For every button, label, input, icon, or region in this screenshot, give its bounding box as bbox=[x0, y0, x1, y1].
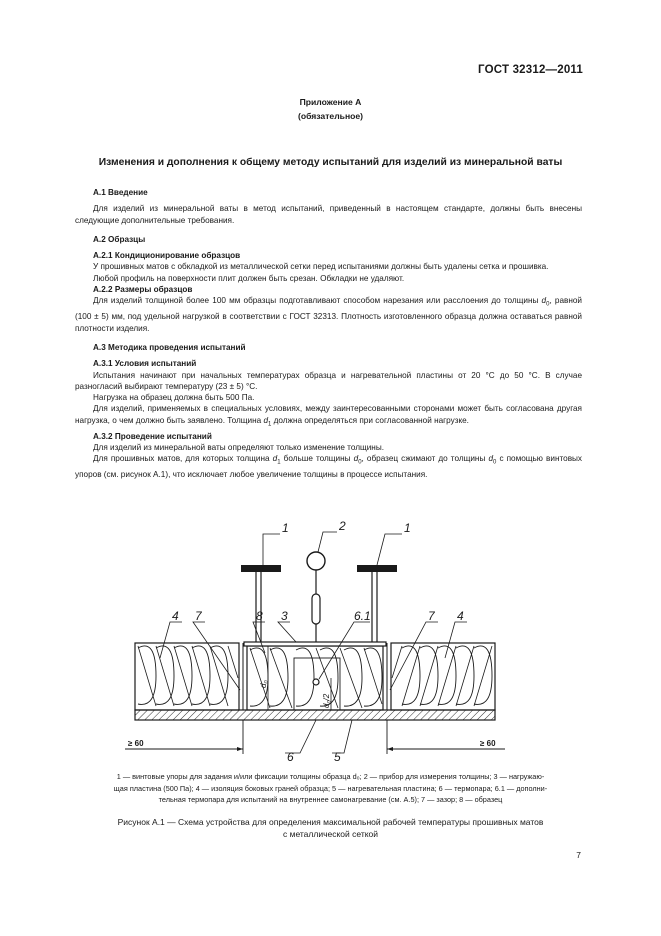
annex-status: (обязательное) bbox=[297, 111, 364, 121]
dimension-d0-half: $d_0/2$ bbox=[322, 693, 333, 708]
right-side-insulation bbox=[391, 643, 495, 710]
label-2: 2 bbox=[339, 519, 346, 533]
section-a31-heading: А.3.1 Условия испытаний bbox=[93, 359, 197, 369]
label-8: 8 bbox=[256, 609, 263, 623]
section-a32-heading: А.3.2 Проведение испытаний bbox=[93, 431, 212, 441]
document-body bbox=[75, 184, 582, 480]
section-a31-paragraph-3: Для изделий, применяемых в специальных условиях, между заинтересованными сторонами может быть согласована другая нагрузка, о чем должно быть заявлено. Толщина $d_1$ должна определяться при согласованной нагрузке. bbox=[75, 404, 582, 428]
label-6: 6 bbox=[287, 750, 294, 763]
legend-line-3: тельная термопара для испытаний на внутреннее самонагревание (см. А.5); 7 — зазор; 8 — образец bbox=[158, 795, 503, 804]
section-a21-paragraph-2: Любой профиль на поверхности плит должен быть срезан. Обкладки не удаляют. bbox=[93, 273, 405, 283]
annex-heading bbox=[0, 95, 661, 123]
figure-a1-diagram bbox=[120, 518, 520, 763]
loading-plate bbox=[244, 642, 386, 646]
specimen bbox=[247, 646, 383, 710]
section-a3-heading: А.3 Методика проведения испытаний bbox=[93, 342, 246, 352]
label-4-left: 4 bbox=[172, 609, 179, 623]
section-a32-paragraph-2: Для прошивных матов, для которых толщина $d_1$ больше толщины $d_0$, образец сжимают до толщины $d_0$ с помощью винтовых упоров (см. рисунок А.1), что исключает любое увеличение толщины в процессе испытания. bbox=[75, 454, 583, 480]
section-a22-heading: А.2.2 Размеры образцов bbox=[93, 285, 193, 295]
section-a2-heading: А.2 Образцы bbox=[93, 234, 146, 244]
label-5: 5 bbox=[334, 750, 341, 763]
label-7-left: 7 bbox=[195, 609, 202, 623]
legend-line-2: щая пластина (500 Па); 4 — изоляция боковых граней образца; 5 — нагревательная пластина; 6 — термопара; 6.1 — дополни- bbox=[113, 783, 548, 793]
legend-line-1: 1 — винтовые упоры для задания и/или фиксации толщины образца d₀; 2 — прибор для измерения толщины; 3 — нагружаю- bbox=[116, 772, 545, 781]
left-side-insulation bbox=[135, 643, 239, 710]
label-3: 3 bbox=[281, 609, 288, 623]
section-a22-paragraph: Для изделий толщиной более 100 мм образцы подготавливают способом нарезания или расслоения до толщины $d_0$, равной (100 ± 5) мм, под удельной нагрузкой в соответствии с ГОСТ 32313. Плотность изготовленного образца должна оставаться равной плотности изделия. bbox=[75, 296, 582, 333]
screw-stop-right bbox=[357, 565, 397, 642]
section-a1-heading: А.1 Введение bbox=[93, 188, 148, 197]
page-number: 7 bbox=[576, 850, 581, 860]
section-a31-paragraph-1: Испытания начинают при начальных температурах образца и нагревательной пластины от 20 °С до 50 °С. В случае разногласий выбирают температуру (23 ± 5) °С. bbox=[75, 370, 582, 391]
label-7-right: 7 bbox=[428, 609, 435, 623]
page-title: Изменения и дополнения к общему методу испытаний для изделий из минеральной ваты bbox=[98, 157, 563, 168]
figure-legend bbox=[84, 771, 577, 806]
section-a21-paragraph-1: У прошивных матов с обкладкой из металлической сетки перед испытаниями должны быть удалены сетка и прошивка. bbox=[93, 262, 549, 272]
annex-label: Приложение А bbox=[299, 97, 362, 107]
section-a1-paragraph: Для изделий из минеральной ваты в метод испытаний, приведенный в настоящем стандарте, должны быть внесены следующие дополнительные требования. bbox=[75, 204, 582, 225]
caption-line-2: с металлической сеткой bbox=[282, 829, 379, 839]
thickness-gauge bbox=[307, 552, 325, 642]
heating-plate bbox=[135, 710, 495, 720]
section-a21-heading: А.2.1 Кондиционирование образцов bbox=[93, 251, 241, 261]
section-a32-paragraph-1: Для изделий из минеральной ваты определяют только изменение толщины. bbox=[93, 442, 384, 452]
label-6-1: 6.1 bbox=[354, 609, 371, 623]
caption-line-1: Рисунок А.1 — Схема устройства для определения максимальной рабочей температуры прошивных матов bbox=[117, 817, 544, 827]
standard-number: ГОСТ 32312—2011 bbox=[478, 64, 583, 76]
thermocouple-6-1 bbox=[313, 679, 319, 685]
section-a31-paragraph-2: Нагрузка на образец должна быть 500 Па. bbox=[93, 393, 255, 403]
label-1-left: 1 bbox=[282, 521, 289, 535]
figure-caption bbox=[84, 816, 577, 840]
label-4-right: 4 bbox=[457, 609, 464, 623]
screw-stop-left bbox=[241, 565, 281, 642]
dimension-d0: $d_0$ bbox=[259, 680, 270, 688]
dimension-right-label: ≥ 60 bbox=[480, 739, 496, 748]
label-1-right: 1 bbox=[404, 521, 411, 535]
dimension-left-label: ≥ 60 bbox=[128, 739, 144, 748]
